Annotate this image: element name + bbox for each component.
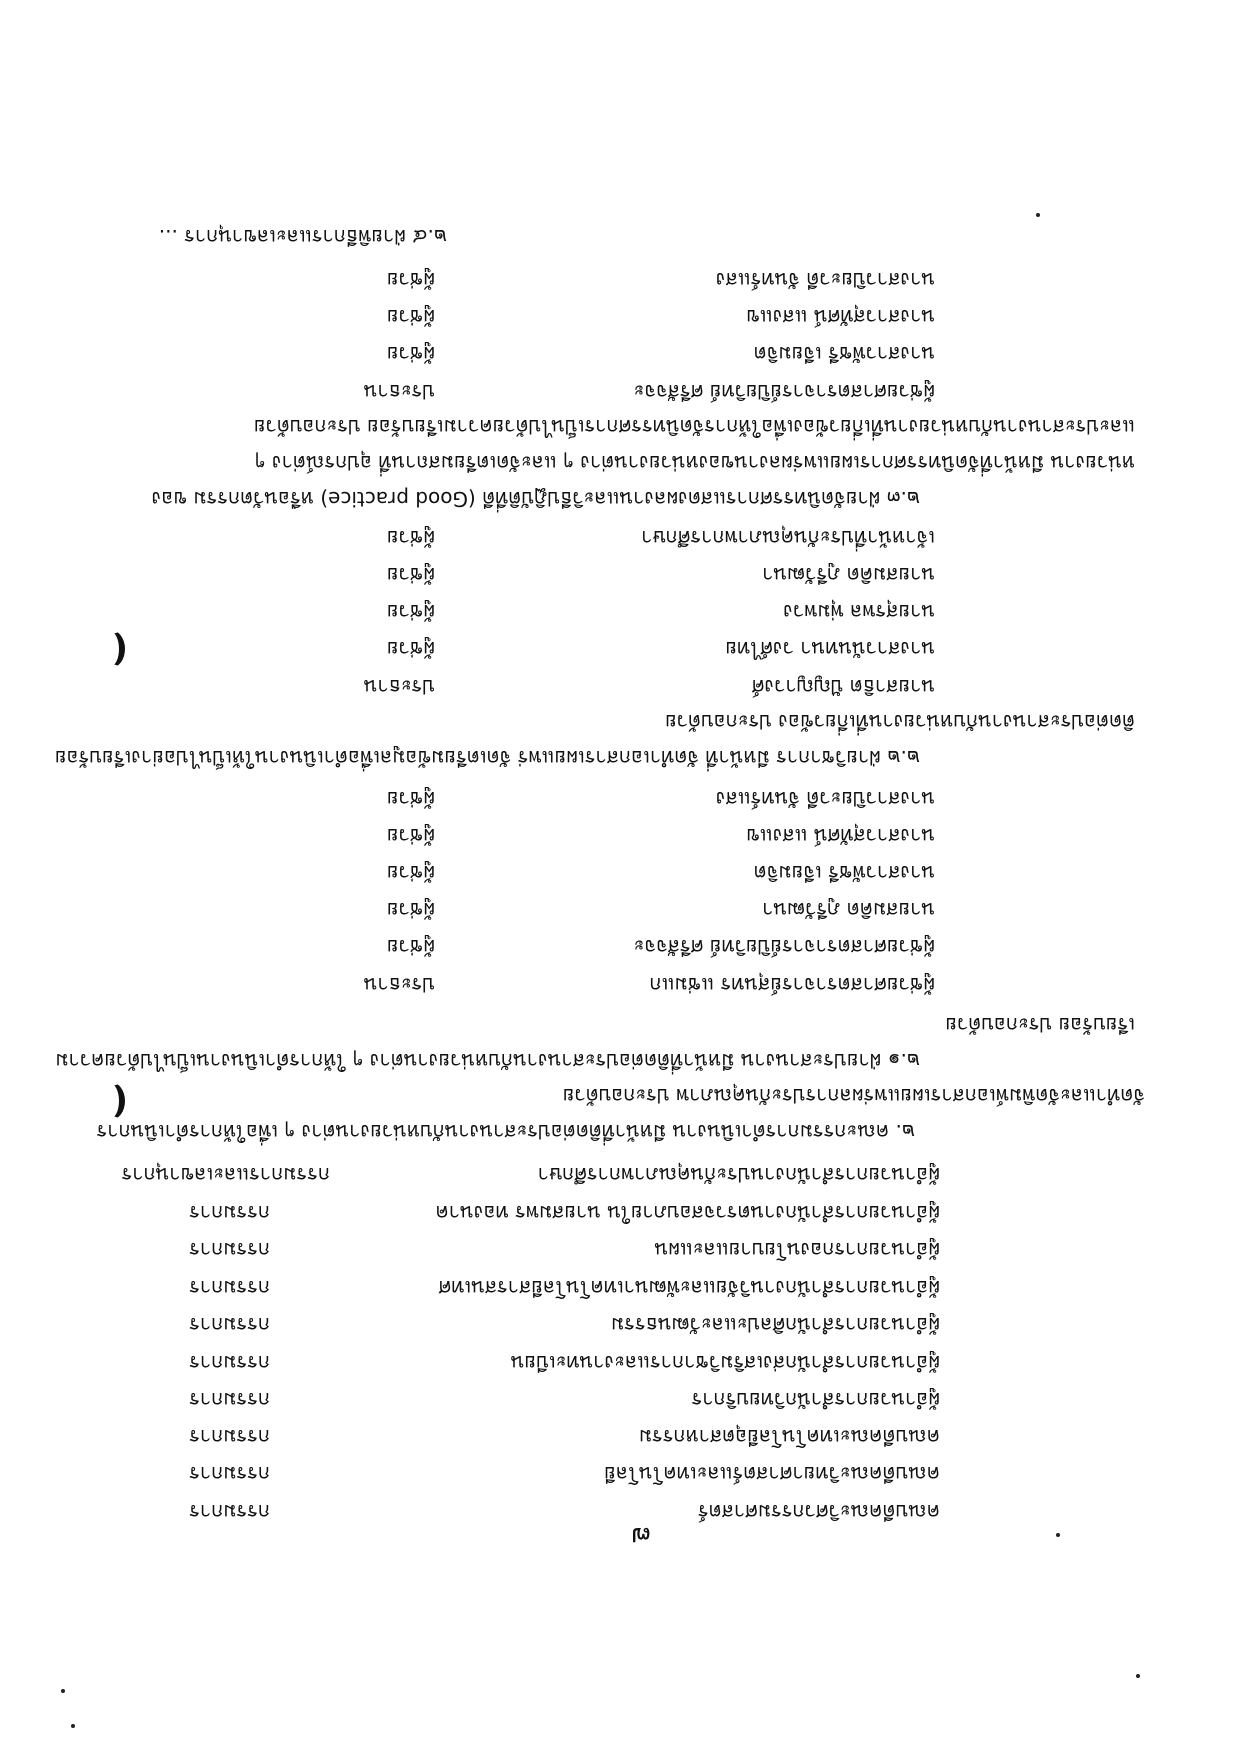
page-number: ๗ [631,1521,651,1551]
list-item [70,1274,940,1304]
list-item [70,1311,940,1341]
punch-hole-mark [97,630,125,668]
member-name: ผู้ช่วยศาสตราจารย์ปิยวิทย์ ศรีสัจจะ [633,380,935,404]
section-2-4-line: ๒.๔ ฝ่ายพิธีการและเลขานุการ ... [158,225,447,249]
paragraph-line: และประสานงานกับหน่วยงานที่เกี่ยวข้องเพื่อให้การจัดนิทรรศการเป็นไปด้วยความเรียบร้อย ประกอบด้วย [253,415,1135,439]
list-item [70,1498,940,1528]
member-name: นางสาวสุทัศน์ แสงแข [746,824,935,848]
list-item [235,524,935,554]
member-role: กรรมการ [189,1351,270,1375]
member-role: กรรมการ [189,1276,270,1300]
member-name: ผู้อำนวยการสำนักงานตรวจสอบภายใน นายสมพร ทองนาค [435,1201,940,1225]
paragraph-line: ๒. คณะกรรมการดำเนินงาน มีหน้าที่ติดต่อประสานงานกับหน่วยงานต่าง ๆ เพื่อให้การดำเนินการ [96,1120,915,1144]
member-role: กรรมการ [189,1238,270,1262]
list-item [70,1349,940,1379]
member-name: นางสาวพัชรี เจียมจิต [753,861,935,885]
list-item [235,561,935,591]
member-role: กรรมการ [189,1313,270,1337]
member-role: กรรมการ [189,1500,270,1524]
list-item [70,1423,940,1453]
member-name: นายสาธิต ปัญญาวงศ์ [751,675,935,699]
scan-speck [61,1689,65,1693]
member-role: ผู้ช่วย [386,935,435,959]
member-role: ผู้ช่วย [386,637,435,661]
list-item [70,1386,940,1416]
section-2-1-paragraph [55,1007,1135,1079]
member-role: ผู้ช่วย [386,824,435,848]
section-2-3-paragraph [152,409,1136,517]
member-name: นางสาวนันทนา วงศ์ไทย [725,637,935,661]
member-name: นางสาวพัชรี เจียมจิต [753,342,935,366]
member-role: ประธาน [363,973,435,997]
paragraph-line: ๒.๓ ฝ่ายจัดนิทรรศการแสดงผลงานและวิธีปฏิบัติที่ดี (Good practice) หรือนวัตกรรม ของ [151,487,920,511]
member-name: คณบดีคณะวิทยาศาสตร์และเทคโนโลยี [604,1462,940,1486]
section-2-2-paragraph [55,704,1135,776]
member-role: ผู้ช่วย [386,268,435,292]
paragraph-line: หน่วยงาน มีหน้าที่จัดนิทรรศการเผยแพร่ผลงานของหน่วยงานต่าง ๆ และจัดเตรียมสถานที่ อุปกรณ์ต่าง ๆ [254,451,1135,475]
list-item [70,1236,940,1266]
member-role: ผู้ช่วย [386,563,435,587]
list-item [235,822,935,852]
list-item [70,1460,940,1490]
member-role: ประธาน [363,380,435,404]
member-name: ผู้ช่วยศาสตราจารย์สุนทร แช่มแก [649,973,935,997]
member-role: กรรมการ [189,1425,270,1449]
list-item [235,266,935,296]
list-item [235,896,935,926]
member-role: กรรมการ [189,1462,270,1486]
member-name: นางสาวปิยะวดี จันทร์แสง [715,268,935,292]
list-item [235,378,935,408]
paragraph-line: ๒.๑ ฝ่ายประสานงาน มีหน้าที่ติดต่อประสานงานกับหน่วยงานต่าง ๆ ให้การดำเนินงานเป็นไปด้วยความ [55,1049,920,1073]
list-item [235,785,935,815]
section-2-paragraph [96,1078,1145,1150]
member-name: ผู้อำนวยการสำนักส่งเสริมวิชาการและงานทะเบียน [510,1351,940,1375]
paragraph-line: ๒.๒ ฝ่ายวิชาการ มีหน้าที่ จัดทำเอกสารเผยแพร่ จัดเตรียมข้อมูลเพื่อดำเนินงานให้เป็นไปอย่างเรียบร้อย [54,746,920,770]
punch-hole-mark [97,1082,125,1120]
list-item [235,340,935,370]
list-item [235,598,935,628]
scan-speck [1136,1674,1140,1678]
member-role: ผู้ช่วย [386,526,435,550]
list-item [40,1161,940,1191]
member-role: ประธาน [363,675,435,699]
list-item [235,635,935,665]
paragraph-line: จัดทำและจัดพิมพ์เอกสารเผยแพร่ผลการประกันคุณภาพ ประกอบด้วย [562,1084,1145,1108]
paragraph-line: เรียบร้อย ประกอบด้วย [945,1013,1135,1037]
member-role: กรรมการ [189,1201,270,1225]
member-name: คณบดีคณะวิศวกรรมศาสตร์ [697,1500,940,1524]
member-role: ผู้ช่วย [386,861,435,885]
member-name: นายสมคิด ภูรีวัฒนา [762,563,935,587]
list-item [235,859,935,889]
member-name: นายสุรพล พุ่มพวง [783,600,935,624]
member-role: ผู้ช่วย [386,898,435,922]
member-name: นางสาวปิยะวดี จันทร์แสง [715,787,935,811]
list-item [235,303,935,333]
list-item [235,971,935,1001]
member-role: ผู้ช่วย [386,600,435,624]
member-name: ผู้อำนวยการสำนักวิทยบริการ [691,1388,940,1412]
list-item [235,673,935,703]
member-name: ผู้อำนวยการกองนโยบายและแผน [654,1238,940,1262]
member-role: ผู้ช่วย [386,305,435,329]
member-name: ผู้อำนวยการสำนักงานประกันคุณภาพการศึกษา [537,1163,940,1187]
member-name: ผู้อำนวยการสำนักศิลปะและวัฒนธรรม [610,1313,940,1337]
member-name: คณบดีคณะเทคโนโลยีอุตสาหกรรม [638,1425,940,1449]
list-item [70,1199,940,1229]
paragraph-line: ติดต่อประสานงานกับหน่วยงานที่เกี่ยวข้อง ประกอบด้วย [664,710,1135,734]
member-name: นายสมคิด ภูรีวัฒนา [762,898,935,922]
member-name: นางสาวสุทัศน์ แสงแข [746,305,935,329]
member-name: ผู้อำนวยการสำนักงานวิจัยและพัฒนาเทคโนโลยีสารสนเทศ [438,1276,940,1300]
member-role: ผู้ช่วย [386,342,435,366]
member-name: เจ้าหน้าที่ประกันคุณภาพการศึกษา [641,526,935,550]
scan-speck [1036,213,1040,217]
scan-speck [71,1724,75,1728]
list-item [235,933,935,963]
member-role: กรรมการ [189,1388,270,1412]
member-role: กรรมการและเลขานุการ [121,1163,330,1187]
scan-speck [1056,1533,1060,1537]
member-name: ผู้ช่วยศาสตราจารย์ปิยวิทย์ ศรีสัจจะ [633,935,935,959]
member-role: ผู้ช่วย [386,787,435,811]
